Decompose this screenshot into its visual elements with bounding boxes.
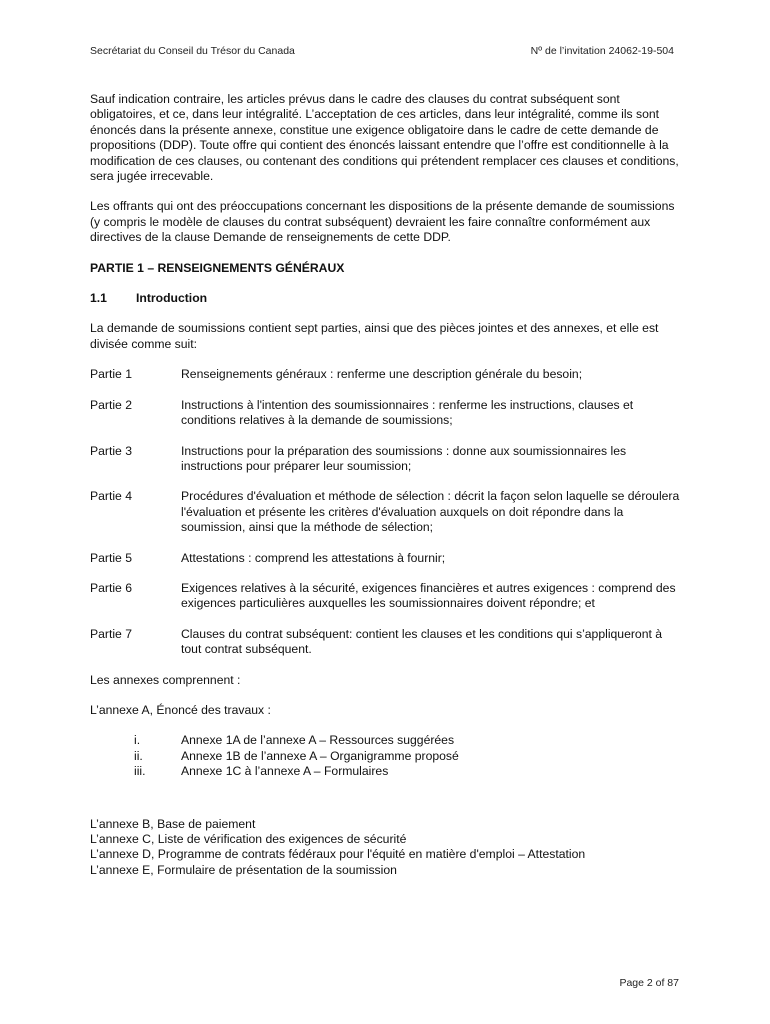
parts-list xyxy=(90,367,680,657)
part-title: PARTIE 1 – RENSEIGNEMENTS GÉNÉRAUX xyxy=(90,260,345,275)
part-description: Attestations : comprend les attestations à fournir; xyxy=(181,550,446,565)
paragraph-clauses: Sauf indication contraire, les articles prévus dans le cadre des clauses du contrat subséquent sont obligatoires, et ce, dans leur intégralité. L’acceptation de ces articles, dans leur intégralité, comme ils sont énoncés dans la présente annexe, constitue une exigence obligatoire dans le cadre de cette demande de propositions (DDP). Toute offre qui contient des énoncés laissant entendre que l’offre est conditionnelle à la modification de ces clauses, ou contenant des conditions qui prétendent remplacer ces clauses et conditions, sera jugée irrecevable. xyxy=(90,92,679,184)
part-label: Partie 6 xyxy=(90,580,133,595)
list-item xyxy=(90,444,680,475)
roman-numeral: ii. xyxy=(134,748,143,763)
roman-numeral: iii. xyxy=(134,764,146,779)
part-label: Partie 3 xyxy=(90,443,133,458)
list-item xyxy=(90,398,680,429)
annexes-intro: Les annexes comprennent : xyxy=(90,672,241,687)
annex-item: L’annexe B, Base de paiement xyxy=(90,816,256,831)
section-heading xyxy=(90,291,680,306)
page-number: Page 2 of 87 xyxy=(619,977,679,989)
annexes-list xyxy=(90,817,680,879)
list-item xyxy=(90,581,680,612)
header-organization: Secrétariat du Conseil du Trésor du Canada xyxy=(90,45,295,57)
annex-item: L’annexe E, Formulaire de présentation de la soumission xyxy=(90,862,397,877)
list-item xyxy=(90,489,680,535)
paragraph-structure: La demande de soumissions contient sept parties, ainsi que des pièces jointes et des annexes, et elle est divisée comme suit: xyxy=(90,321,659,351)
list-item xyxy=(90,551,680,566)
part-label: Partie 2 xyxy=(90,397,133,412)
part-label: Partie 5 xyxy=(90,550,133,565)
page-content xyxy=(90,92,680,878)
annex-a-intro: L’annexe A, Énoncé des travaux : xyxy=(90,702,271,717)
annex-a-sublist xyxy=(90,733,680,779)
header-invitation-number: Nº de l’invitation 24062-19-504 xyxy=(530,45,674,57)
part-label: Partie 4 xyxy=(90,489,133,504)
annex-a-item: Annexe 1B de l’annexe A – Organigramme proposé xyxy=(181,748,459,763)
annex-item: L’annexe C, Liste de vérification des exigences de sécurité xyxy=(90,832,407,846)
part-description: Exigences relatives à la sécurité, exigences financières et autres exigences : comprend des exigences particulières auxquelles les soumissionnaires doivent répondre; et xyxy=(181,580,676,611)
part-description: Instructions pour la préparation des soumissions : donne aux soumissionnaires les instructions pour préparer leur soumission; xyxy=(181,443,627,473)
list-item xyxy=(90,749,680,764)
list-item xyxy=(90,367,680,382)
part-description: Renseignements généraux : renferme une description générale du besoin; xyxy=(181,367,583,382)
part-description: Procédures d'évaluation et méthode de sélection : décrit la façon selon laquelle se déroulera l'évaluation et présente les critères d'évaluation auxquels on doit répondre dans la soumission, ainsi que la méthode de sélection; xyxy=(181,489,680,535)
part-description: Clauses du contrat subséquent: contient les clauses et les conditions qui s’appliqueront à tout contrat subséquent. xyxy=(181,626,663,657)
part-description: Instructions à l'intention des soumissionnaires : renferme les instructions, clauses et conditions relatives à la demande de soumissions; xyxy=(181,397,634,428)
part-label: Partie 1 xyxy=(90,367,133,382)
annex-item: L’annexe D, Programme de contrats fédéraux pour l'équité en matière d'emploi – Attestation xyxy=(90,847,586,862)
list-item xyxy=(90,733,680,748)
list-item xyxy=(90,627,680,658)
annex-a-item: Annexe 1A de l’annexe A – Ressources suggérées xyxy=(181,733,455,748)
part-label: Partie 7 xyxy=(90,626,133,641)
list-item xyxy=(90,764,680,779)
roman-numeral: i. xyxy=(134,733,141,748)
paragraph-concerns: Les offrants qui ont des préoccupations concernant les dispositions de la présente demande de soumissions (y compris le modèle de clauses du contrat subséquent) devraient les faire connaître conformément aux directives de la clause Demande de renseignements de cette DDP. xyxy=(90,199,675,245)
annex-a-item: Annexe 1C à l’annexe A – Formulaires xyxy=(181,764,389,779)
section-title: Introduction xyxy=(136,291,208,306)
section-number: 1.1 xyxy=(90,291,107,306)
